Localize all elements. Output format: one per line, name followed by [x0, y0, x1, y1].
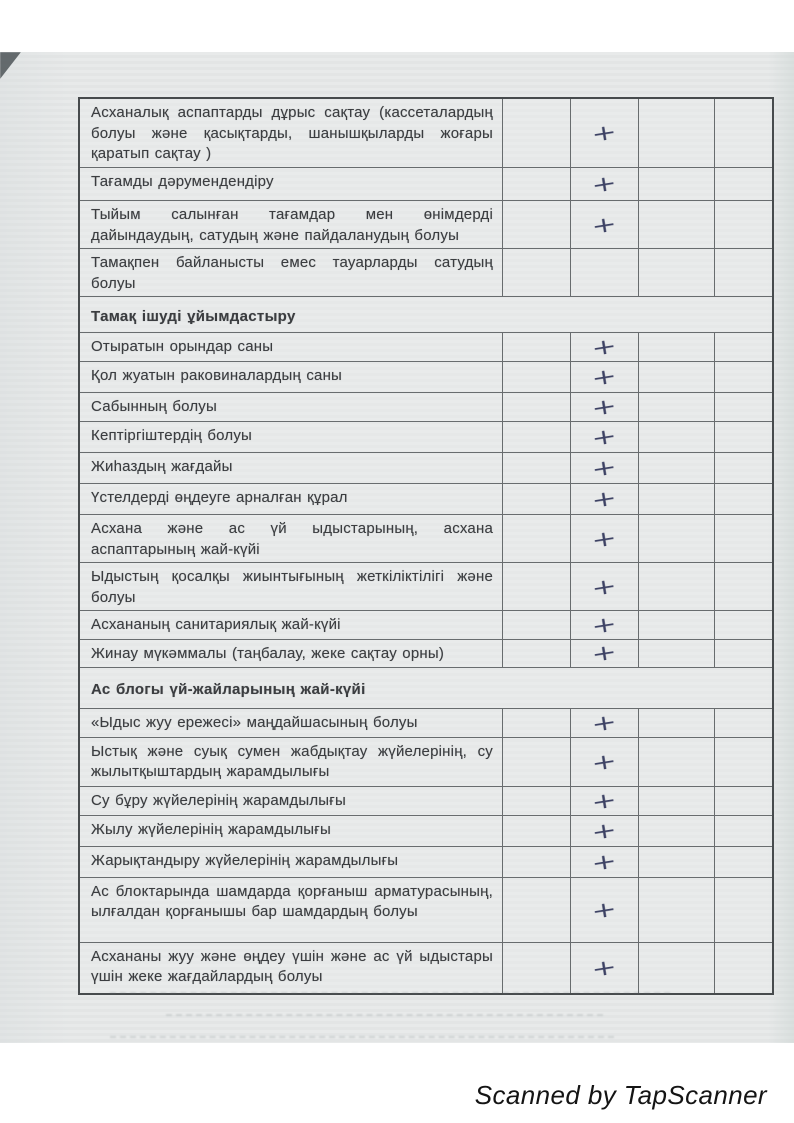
value-cell	[502, 201, 570, 248]
plus-mark: +	[590, 392, 619, 422]
value-cell	[638, 878, 714, 942]
row-label: Су бұру жүйелерінің жарамдылығы	[91, 791, 346, 809]
value-cell	[502, 709, 570, 737]
table-row	[80, 846, 772, 877]
section-header-row	[80, 667, 772, 708]
checkmark-cell	[570, 484, 638, 514]
value-cell	[502, 362, 570, 392]
value-cell	[714, 787, 772, 815]
table-row	[80, 639, 772, 667]
row-label: Сабынның болуы	[91, 398, 217, 415]
section-header-label: Тамақ ішуді ұйымдастыру	[91, 307, 296, 325]
row-label: Тағамды дәрумендендіру	[91, 173, 274, 190]
inspection-checklist-table	[78, 97, 774, 995]
plus-mark: +	[590, 210, 619, 239]
value-cell	[502, 99, 570, 167]
value-cell	[714, 611, 772, 639]
value-cell	[638, 201, 714, 248]
page-corner-artifact	[0, 52, 21, 79]
table-row	[80, 708, 772, 737]
checkmark-cell	[570, 362, 638, 392]
value-cell	[714, 738, 772, 786]
plus-mark: +	[590, 484, 619, 514]
value-cell	[638, 333, 714, 361]
table-row	[80, 483, 772, 514]
value-cell	[638, 640, 714, 667]
value-cell	[502, 484, 570, 514]
checkmark-cell	[570, 422, 638, 452]
value-cell	[714, 484, 772, 514]
value-cell	[714, 816, 772, 846]
value-cell	[714, 709, 772, 737]
plus-mark: +	[590, 708, 619, 737]
plus-mark: +	[590, 169, 619, 199]
value-cell	[638, 99, 714, 167]
checkmark-cell	[570, 847, 638, 877]
value-cell	[638, 453, 714, 483]
value-cell	[502, 453, 570, 483]
table-row	[80, 562, 772, 610]
plus-mark: +	[590, 610, 619, 640]
plus-mark: +	[590, 816, 619, 845]
table-row	[80, 877, 772, 942]
value-cell	[714, 640, 772, 667]
plus-mark: +	[590, 362, 619, 392]
value-cell	[638, 709, 714, 737]
table-row	[80, 332, 772, 361]
row-label: Үстелдерді өңдеуге арналған құрал	[91, 489, 348, 506]
value-cell	[502, 847, 570, 877]
table-row	[80, 200, 772, 248]
row-label: Қол жуатын раковиналардың саны	[91, 367, 343, 384]
value-cell	[714, 201, 772, 248]
checkmark-cell	[570, 168, 638, 200]
checkmark-cell	[570, 563, 638, 610]
value-cell	[638, 563, 714, 610]
value-cell	[502, 878, 570, 942]
table-row	[80, 167, 772, 200]
row-label: Кептіргіштердің болуы	[91, 427, 253, 444]
table-row	[80, 737, 772, 786]
row-label: Асханалық аспаптарды дұрыс сақтау (кассеталардың болуы және қасықтарды, шанышқыларды жоғары қаратып сақтау )	[91, 104, 493, 162]
table-row	[80, 815, 772, 846]
value-cell	[638, 738, 714, 786]
plus-mark: +	[590, 847, 619, 876]
value-cell	[638, 515, 714, 562]
value-cell	[714, 333, 772, 361]
table-row	[80, 248, 772, 296]
value-cell	[502, 816, 570, 846]
checkmark-cell	[570, 99, 638, 167]
row-label: Тыйым салынған тағамдар мен өнімдерді дайындаудың, сатудың және пайдаланудың болуы	[91, 206, 493, 244]
plus-mark: +	[590, 572, 619, 601]
checkmark-cell	[570, 709, 638, 737]
value-cell	[638, 168, 714, 200]
value-cell	[502, 168, 570, 200]
value-cell	[714, 515, 772, 562]
plus-mark: +	[590, 422, 619, 452]
checkmark-cell	[570, 393, 638, 421]
row-label: Ыстық және суық сумен жабдықтау жүйелерінің, су жылытқыштардың жарамдылығы	[91, 742, 493, 780]
scanner-watermark: Scanned by TapScanner	[474, 1080, 767, 1110]
plus-mark: +	[590, 786, 619, 815]
row-label: «Ыдыс жуу ережесі» маңдайшасының болуы	[91, 713, 418, 731]
checkmark-cell	[570, 515, 638, 562]
table-row	[80, 610, 772, 639]
plus-mark: +	[590, 895, 619, 924]
value-cell	[638, 422, 714, 452]
value-cell	[638, 484, 714, 514]
checkmark-cell	[570, 878, 638, 942]
table-row	[80, 392, 772, 421]
row-label: Тамақпен байланысты емес тауарларды сатудың болуы	[91, 254, 493, 292]
value-cell	[502, 738, 570, 786]
section-header-label: Ас блогы үй-жайларының жай-күйі	[91, 680, 366, 698]
table-row	[80, 514, 772, 562]
checkmark-cell	[570, 249, 638, 296]
value-cell	[502, 563, 570, 610]
value-cell	[714, 847, 772, 877]
value-cell	[714, 393, 772, 421]
table-row	[80, 786, 772, 815]
value-cell	[502, 249, 570, 296]
value-cell	[714, 362, 772, 392]
scan-page	[0, 52, 794, 1043]
value-cell	[714, 453, 772, 483]
value-cell	[502, 640, 570, 667]
value-cell	[714, 943, 772, 993]
value-cell	[638, 787, 714, 815]
value-cell	[638, 611, 714, 639]
row-label: Асхана және ас үй ыдыстарының, асхана аспаптарының жай-күйі	[91, 520, 493, 558]
plus-mark: +	[590, 953, 619, 982]
value-cell	[502, 393, 570, 421]
plus-mark: +	[590, 118, 619, 148]
checkmark-cell	[570, 738, 638, 786]
value-cell	[502, 611, 570, 639]
value-cell	[638, 393, 714, 421]
plus-mark: +	[590, 638, 619, 668]
plus-mark: +	[590, 524, 619, 553]
checkmark-cell	[570, 333, 638, 361]
row-label: Асхананы жуу және өңдеу үшін және ас үй ыдыстары үшін жеке жағдайлардың болуы	[91, 947, 493, 985]
row-label: Ыдыстың қосалқы жиынтығының жеткіліктілігі және болуы	[91, 568, 493, 606]
bleed-through-artifact	[110, 972, 670, 1062]
value-cell	[638, 847, 714, 877]
table-row	[80, 452, 772, 483]
row-label: Жарықтандыру жүйелерінің жарамдылығы	[91, 851, 399, 869]
section-header-row	[80, 296, 772, 332]
plus-mark: +	[590, 453, 619, 483]
row-label: Асхананың санитариялық жай-күйі	[91, 616, 341, 633]
row-label: Жиһаздың жағдайы	[91, 458, 233, 475]
value-cell	[502, 422, 570, 452]
value-cell	[714, 99, 772, 167]
checkmark-cell	[570, 453, 638, 483]
value-cell	[502, 333, 570, 361]
checkmark-cell	[570, 201, 638, 248]
plus-mark: +	[590, 332, 619, 362]
checkmark-cell	[570, 640, 638, 667]
value-cell	[638, 249, 714, 296]
checkmark-cell	[570, 816, 638, 846]
checkmark-cell	[570, 611, 638, 639]
plus-mark: +	[590, 747, 619, 776]
value-cell	[714, 563, 772, 610]
value-cell	[638, 362, 714, 392]
value-cell	[714, 422, 772, 452]
checkmark-cell	[570, 787, 638, 815]
table-row	[80, 99, 772, 167]
row-label: Жылу жүйелерінің жарамдылығы	[91, 820, 331, 838]
value-cell	[714, 878, 772, 942]
row-label: Отыратын орындар саны	[91, 338, 274, 355]
value-cell	[502, 515, 570, 562]
value-cell	[714, 168, 772, 200]
row-label: Ас блоктарында шамдарда қорғаныш арматурасының, ылғалдан қорғанышы бар шамдардың болуы	[91, 882, 493, 920]
row-label: Жинау мүкәммалы (таңбалау, жеке сақтау орны)	[91, 645, 445, 662]
value-cell	[638, 816, 714, 846]
table-row	[80, 361, 772, 392]
table-row	[80, 421, 772, 452]
value-cell	[502, 787, 570, 815]
value-cell	[714, 249, 772, 296]
